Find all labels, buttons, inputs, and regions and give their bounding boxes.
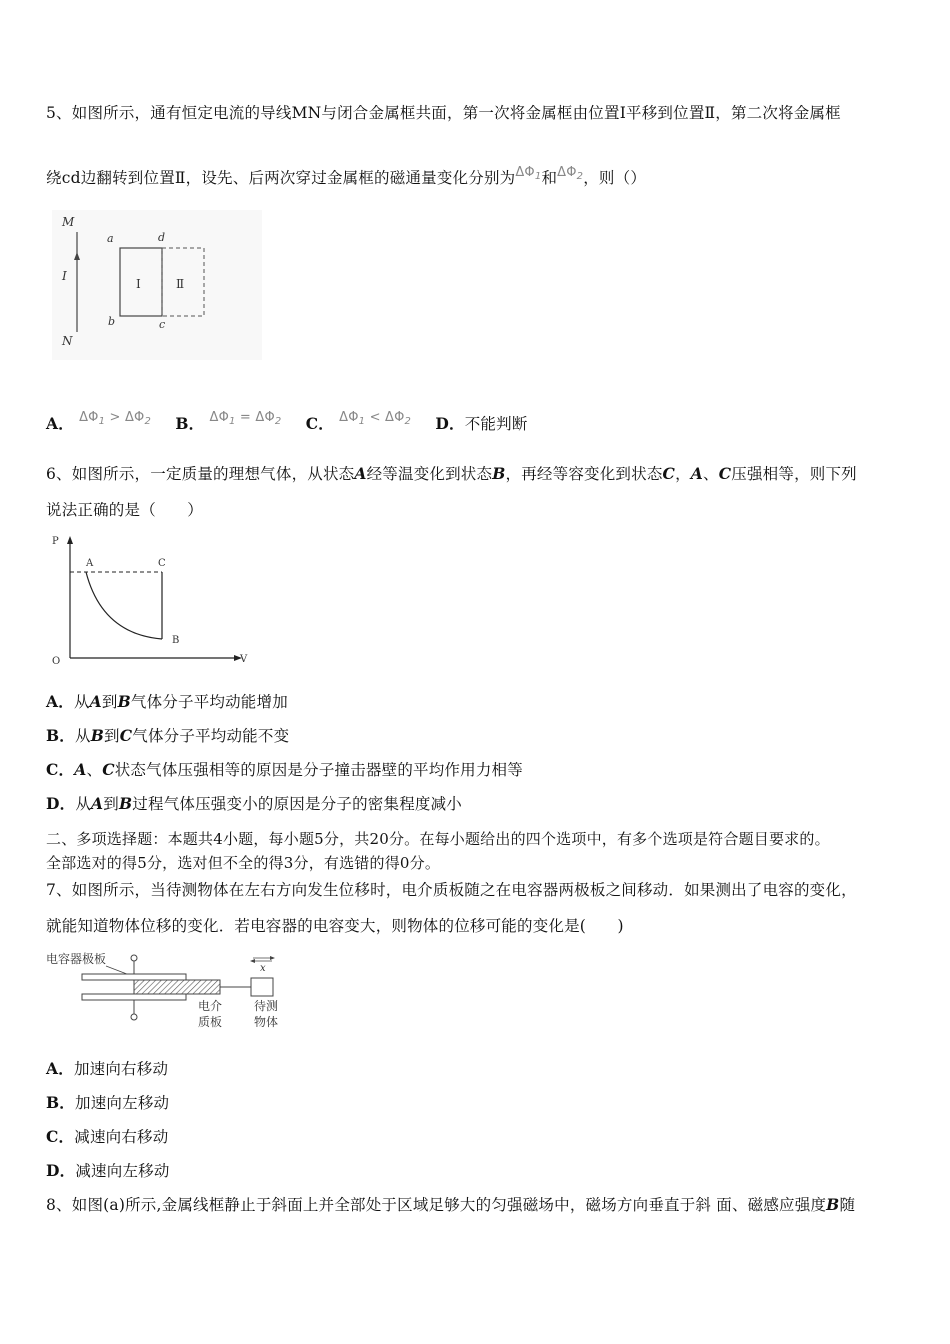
arrow-right-icon <box>270 956 275 960</box>
q8-text-a: 8、如图(a)所示,金属线框静止于斜面上并全部处于区域足够大的匀强磁场中，磁场方向垂直于斜 面、磁感应强度 <box>46 1196 827 1214</box>
top-terminal-icon <box>131 955 137 961</box>
plate-label: 电容器极板 <box>46 952 107 966</box>
q6-option-d-y: B <box>118 794 133 813</box>
q6-text-f: 压强相等，则下列 <box>731 465 857 483</box>
q5-option-b-formula: ΔΦ1 = ΔΦ2 <box>209 410 282 427</box>
q6-option-b-y: C <box>119 726 133 745</box>
label-m: M <box>62 215 75 229</box>
q5-options <box>46 412 528 435</box>
q6-option-c <box>46 758 523 780</box>
v-axis-label: V <box>240 654 248 665</box>
q6-option-d <box>46 792 462 814</box>
q5-option-d-text: 不能判断 <box>464 415 528 433</box>
label-pos1: Ⅰ <box>136 277 141 291</box>
q6-state-a: A <box>354 464 367 483</box>
q6-pv-diagram <box>46 530 256 670</box>
object-label-1: 待测 <box>254 999 279 1013</box>
q6-stem-line2: 说法正确的是（ ） <box>46 501 204 519</box>
q6-option-b <box>46 724 289 746</box>
section2-line1: 二、多项选择题：本题共4小题，每小题5分，共20分。在每小题给出的四个选项中，有多个选项是符合题目要求的。 <box>46 830 830 848</box>
q5-figure <box>52 210 262 360</box>
q8-symbol-b: B <box>826 1195 840 1214</box>
q6-option-d-post: 过程气体压强变小的原因是分子的密集程度减小 <box>132 795 462 813</box>
q5-option-b-label: B． <box>175 414 205 433</box>
p-axis-arrow-icon <box>67 536 73 544</box>
q7-option-a-text: 加速向右移动 <box>73 1060 169 1078</box>
q7-option-c <box>46 1125 168 1147</box>
section2-line2: 全部选对的得5分，选对但不全的得3分，有选错的得0分。 <box>46 854 441 872</box>
q6-text-d: ， <box>675 465 691 483</box>
capacitor-top-plate <box>82 974 186 980</box>
q8-text-b: 随 <box>839 1196 856 1214</box>
q6-option-d-mid: 到 <box>103 795 119 813</box>
object-label-2: 物体 <box>254 1015 279 1029</box>
isotherm-curve <box>86 572 162 639</box>
q6-text-b: 经等温变化到状态 <box>366 465 493 483</box>
q7-capacitor-figure <box>46 948 296 1036</box>
bottom-terminal-icon <box>131 1014 137 1020</box>
q6-option-a-mid: 到 <box>101 693 118 711</box>
q7-option-a <box>46 1057 168 1079</box>
q6-option-a-post: 气体分子平均动能增加 <box>130 693 288 711</box>
q7-option-d-text: 减速向左移动 <box>75 1162 170 1180</box>
q5-stem-line2 <box>46 166 646 189</box>
label-pos2: Ⅱ <box>176 277 185 291</box>
q6-state-a2: A <box>690 464 704 483</box>
q6-text-e: 、 <box>703 465 719 483</box>
dielectric-label-2: 质板 <box>198 1015 223 1029</box>
q6-option-b-label: B． <box>46 726 76 745</box>
q5-option-c-label: C． <box>305 414 334 433</box>
q5-figure-bg <box>52 210 262 360</box>
q6-text-c: ，再经等容变化到状态 <box>505 465 663 483</box>
q6-option-a-y: B <box>117 692 131 711</box>
state-a-label: A <box>86 558 94 569</box>
q6-state-b: B <box>492 464 506 483</box>
q7-option-b <box>46 1091 169 1113</box>
q6-state-c2: C <box>718 464 732 483</box>
label-d: d <box>158 231 166 244</box>
q7-stem-line2: 就能知道物体位移的变化．若电容器的电容变大，则物体的位移可能的变化是( ) <box>46 917 624 935</box>
q6-state-c: C <box>662 464 676 483</box>
q5-flux-2: ΔΦ2 <box>557 165 584 182</box>
q6-option-d-pre: 从 <box>75 795 92 813</box>
state-b-label: B <box>172 635 180 646</box>
q5-and: 和 <box>541 169 558 187</box>
label-i: I <box>62 269 67 283</box>
q6-option-b-post: 气体分子平均动能不变 <box>132 727 290 745</box>
q5-flux-1: ΔΦ1 <box>515 165 542 182</box>
dielectric-label-1: 电介 <box>198 999 223 1013</box>
label-b: b <box>108 315 116 328</box>
displacement-x-label: x <box>260 963 266 974</box>
q7-option-d <box>46 1159 170 1181</box>
q7-option-c-text: 减速向右移动 <box>74 1128 169 1146</box>
q6-option-a-pre: 从 <box>73 693 90 711</box>
p-axis-label: P <box>52 536 59 547</box>
q6-option-c-label: C． <box>46 760 75 779</box>
q6-option-c-mid: 、 <box>86 761 103 779</box>
q6-option-a-x: A <box>89 692 102 711</box>
capacitor-bottom-plate <box>82 994 186 1000</box>
q6-option-b-mid: 到 <box>104 727 120 745</box>
q5-stem-line1: 5、如图所示，通有恒定电流的导线MN与闭合金属框共面，第一次将金属框由位置Ⅰ平移到位置Ⅱ，第二次将金属框 <box>46 104 841 122</box>
q7-option-b-text: 加速向左移动 <box>75 1094 170 1112</box>
q7-option-c-label: C． <box>46 1127 75 1146</box>
q6-option-c-post: 状态气体压强相等的原因是分子撞击器壁的平均作用力相等 <box>114 761 523 779</box>
q5-option-c-formula: ΔΦ1 < ΔΦ2 <box>339 410 412 427</box>
q8-stem-line1 <box>46 1193 855 1215</box>
q6-text-a: 6、如图所示，一定质量的理想气体，从状态 <box>46 465 355 483</box>
q6-option-c-x: A <box>74 760 87 779</box>
q6-option-c-y: C <box>102 760 115 779</box>
state-c-label: C <box>158 558 166 569</box>
q5-option-a-formula: ΔΦ1 > ΔΦ2 <box>79 410 152 427</box>
q6-option-d-x: A <box>91 794 104 813</box>
q7-option-a-label: A． <box>46 1059 74 1078</box>
q6-option-d-label: D． <box>46 794 76 813</box>
q6-option-a-label: A． <box>46 692 74 711</box>
q6-option-b-x: B <box>90 726 105 745</box>
q5-option-a-label: A． <box>46 414 74 433</box>
measured-object-box <box>251 978 273 996</box>
q7-option-b-label: B． <box>46 1093 76 1112</box>
q7-stem-line1: 7、如图所示，当待测物体在左右方向发生位移时，电介质板随之在电容器两极板之间移动．如果测出了电容的变化， <box>46 881 857 899</box>
arrow-left-icon <box>250 959 255 963</box>
label-c: c <box>159 318 166 331</box>
q5-stem-tail: ，则（） <box>583 169 647 187</box>
label-a: a <box>107 232 114 245</box>
q6-option-a <box>46 690 288 712</box>
q6-option-b-pre: 从 <box>75 727 91 745</box>
q6-stem-line1 <box>46 462 857 484</box>
origin-label: O <box>52 656 61 667</box>
q7-option-d-label: D． <box>46 1161 76 1180</box>
q5-option-d-label: D． <box>435 414 465 433</box>
label-n: N <box>62 334 73 348</box>
dielectric-plate <box>134 980 220 994</box>
q5-stem-text: 绕cd边翻转到位置Ⅱ，设先、后两次穿过金属框的磁通量变化分别为 <box>46 169 516 187</box>
